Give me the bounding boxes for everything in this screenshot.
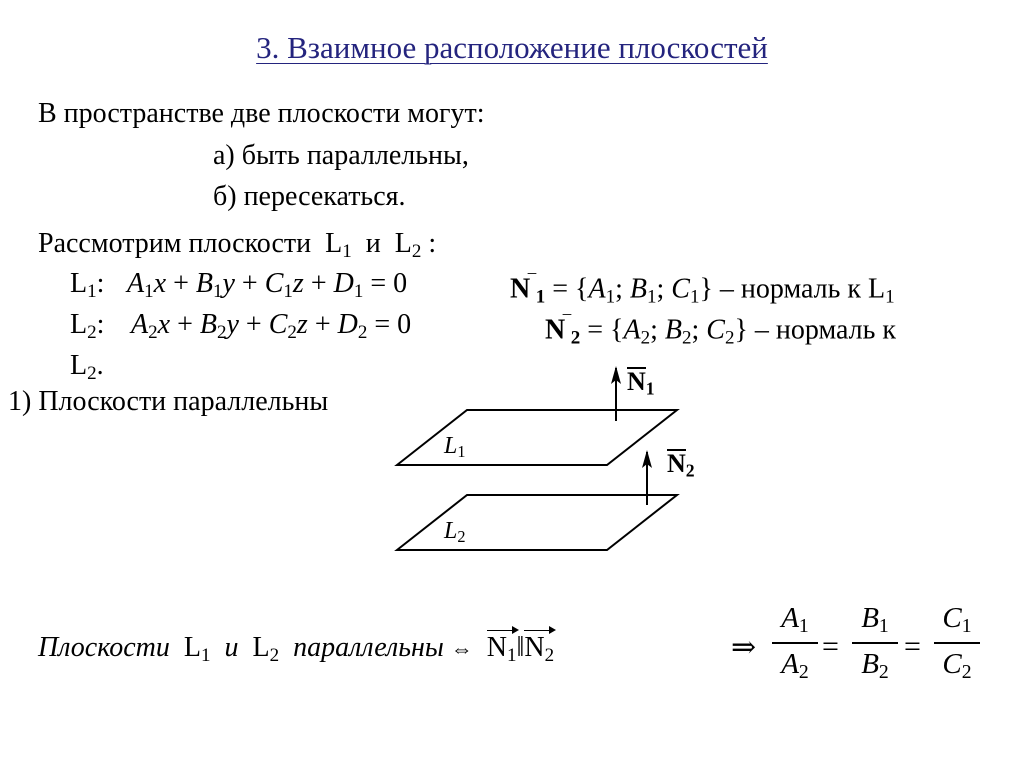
formula-segment: 1 bbox=[212, 280, 223, 302]
formula-segment: 1 bbox=[283, 280, 293, 302]
formula-segment: + bbox=[307, 309, 338, 340]
formula-segment: 2 bbox=[681, 327, 692, 349]
formula-segment: D bbox=[333, 268, 354, 299]
formula-segment: 2 bbox=[87, 321, 97, 343]
formula-segment: 2 bbox=[148, 321, 158, 343]
plane2-tail: $L_2$. bbox=[70, 350, 104, 384]
formula-segment: 2 bbox=[640, 327, 651, 349]
formula-segment: 1 bbox=[144, 280, 154, 302]
formula-segment: 1 bbox=[353, 280, 364, 302]
formula-segment: B bbox=[199, 309, 217, 340]
formula-segment: y bbox=[222, 268, 235, 299]
slide-title: 3. Взаимное расположение плоскостей bbox=[256, 30, 768, 65]
formula-segment: z bbox=[292, 268, 304, 299]
formula-segment: + bbox=[170, 309, 200, 340]
vector-n1: $N_1$ bbox=[486, 632, 517, 666]
formula-segment: C bbox=[264, 268, 284, 299]
formula-segment: A bbox=[588, 273, 606, 305]
normal1-label: $N_1$ bbox=[627, 367, 655, 399]
conclusion-statement: Плоскости $L_1$ и $L_2$ параллельны ⇔ $N_1‖N_2$ bbox=[38, 632, 555, 666]
formula-segment: x bbox=[153, 268, 167, 299]
formula-segment: y bbox=[226, 309, 239, 340]
intro-text: В пространстве две плоскости могут: bbox=[38, 98, 485, 129]
formula-segment: = { bbox=[580, 314, 624, 346]
formula-segment: + bbox=[303, 268, 334, 299]
formula-segment: ; bbox=[691, 314, 707, 346]
plane-l2 bbox=[397, 495, 677, 550]
formula-segment: = { bbox=[545, 273, 589, 305]
option-a: а) быть параллельны, bbox=[213, 140, 469, 171]
implies-symbol: ⇒ bbox=[731, 631, 757, 664]
formula-segment: B bbox=[195, 268, 213, 299]
formula-segment: 1 bbox=[535, 286, 546, 308]
formula-segment: : bbox=[96, 268, 105, 299]
plane-l1 bbox=[397, 410, 677, 465]
formula-segment: C bbox=[268, 309, 288, 340]
formula-segment: 1 bbox=[885, 286, 895, 308]
formula-segment: = 0 bbox=[367, 309, 412, 340]
formula-segment: ; bbox=[650, 314, 665, 346]
formula-segment: 1 bbox=[689, 286, 700, 308]
formula-segment: + bbox=[234, 268, 265, 299]
formula-segment: + bbox=[238, 309, 269, 340]
formula-segment: 1 bbox=[646, 286, 657, 308]
formula-segment: + bbox=[166, 268, 196, 299]
formula-segment: A bbox=[623, 314, 641, 346]
option-b: б) пересекаться. bbox=[213, 181, 406, 212]
equals-1: = bbox=[822, 630, 839, 663]
formula-segment: C bbox=[671, 273, 690, 305]
fraction-b: $B_1$ $B_2$ bbox=[852, 602, 898, 681]
formula-segment: z bbox=[296, 309, 308, 340]
formula-segment: 2 bbox=[570, 327, 581, 349]
formula-segment: ‾ bbox=[563, 312, 571, 337]
formula-segment: A bbox=[131, 309, 149, 340]
formula-segment: N bbox=[545, 314, 566, 346]
plane1-label: $L_1$ bbox=[444, 433, 466, 462]
formula-segment: B bbox=[629, 273, 647, 305]
formula-segment: A bbox=[127, 268, 145, 299]
formula-segment: 2 bbox=[724, 327, 735, 349]
formula-segment: : bbox=[96, 309, 105, 340]
plane2-label: $L_2$ bbox=[444, 518, 466, 547]
formula-segment: 2 bbox=[287, 321, 297, 343]
formula-segment: ; bbox=[656, 273, 672, 305]
formula-segment: } – нормаль к L bbox=[699, 273, 886, 305]
case1-heading: 1) Плоскости параллельны bbox=[8, 386, 329, 417]
formula-segment: ; bbox=[615, 273, 630, 305]
fraction-c: $C_1$ $C_2$ bbox=[934, 602, 980, 681]
fraction-a: $A_1$ $A_2$ bbox=[772, 602, 818, 681]
formula-segment: D bbox=[337, 309, 358, 340]
formula-segment: 2 bbox=[357, 321, 368, 343]
vector-n2: $N_2$ bbox=[524, 632, 555, 666]
formula-segment: ‾ bbox=[528, 271, 536, 296]
formula-segment: C bbox=[706, 314, 725, 346]
formula-segment: } – нормаль к bbox=[734, 314, 897, 346]
normal2-label: $N_2$ bbox=[667, 449, 695, 481]
formula-segment: B bbox=[664, 314, 682, 346]
formula-segment: 1 bbox=[87, 280, 97, 302]
formula-segment: L bbox=[70, 309, 88, 340]
formula-segment: 2 bbox=[216, 321, 227, 343]
equals-2: = bbox=[904, 630, 921, 663]
formula-segment: L bbox=[70, 268, 88, 299]
consider-line: Рассмотрим плоскости $L_1$ и $L_2$ : bbox=[38, 228, 437, 262]
formula-segment: x bbox=[157, 309, 171, 340]
formula-segment: 1 bbox=[605, 286, 616, 308]
formula-segment: = 0 bbox=[363, 268, 408, 299]
formula-segment: N bbox=[510, 273, 531, 305]
